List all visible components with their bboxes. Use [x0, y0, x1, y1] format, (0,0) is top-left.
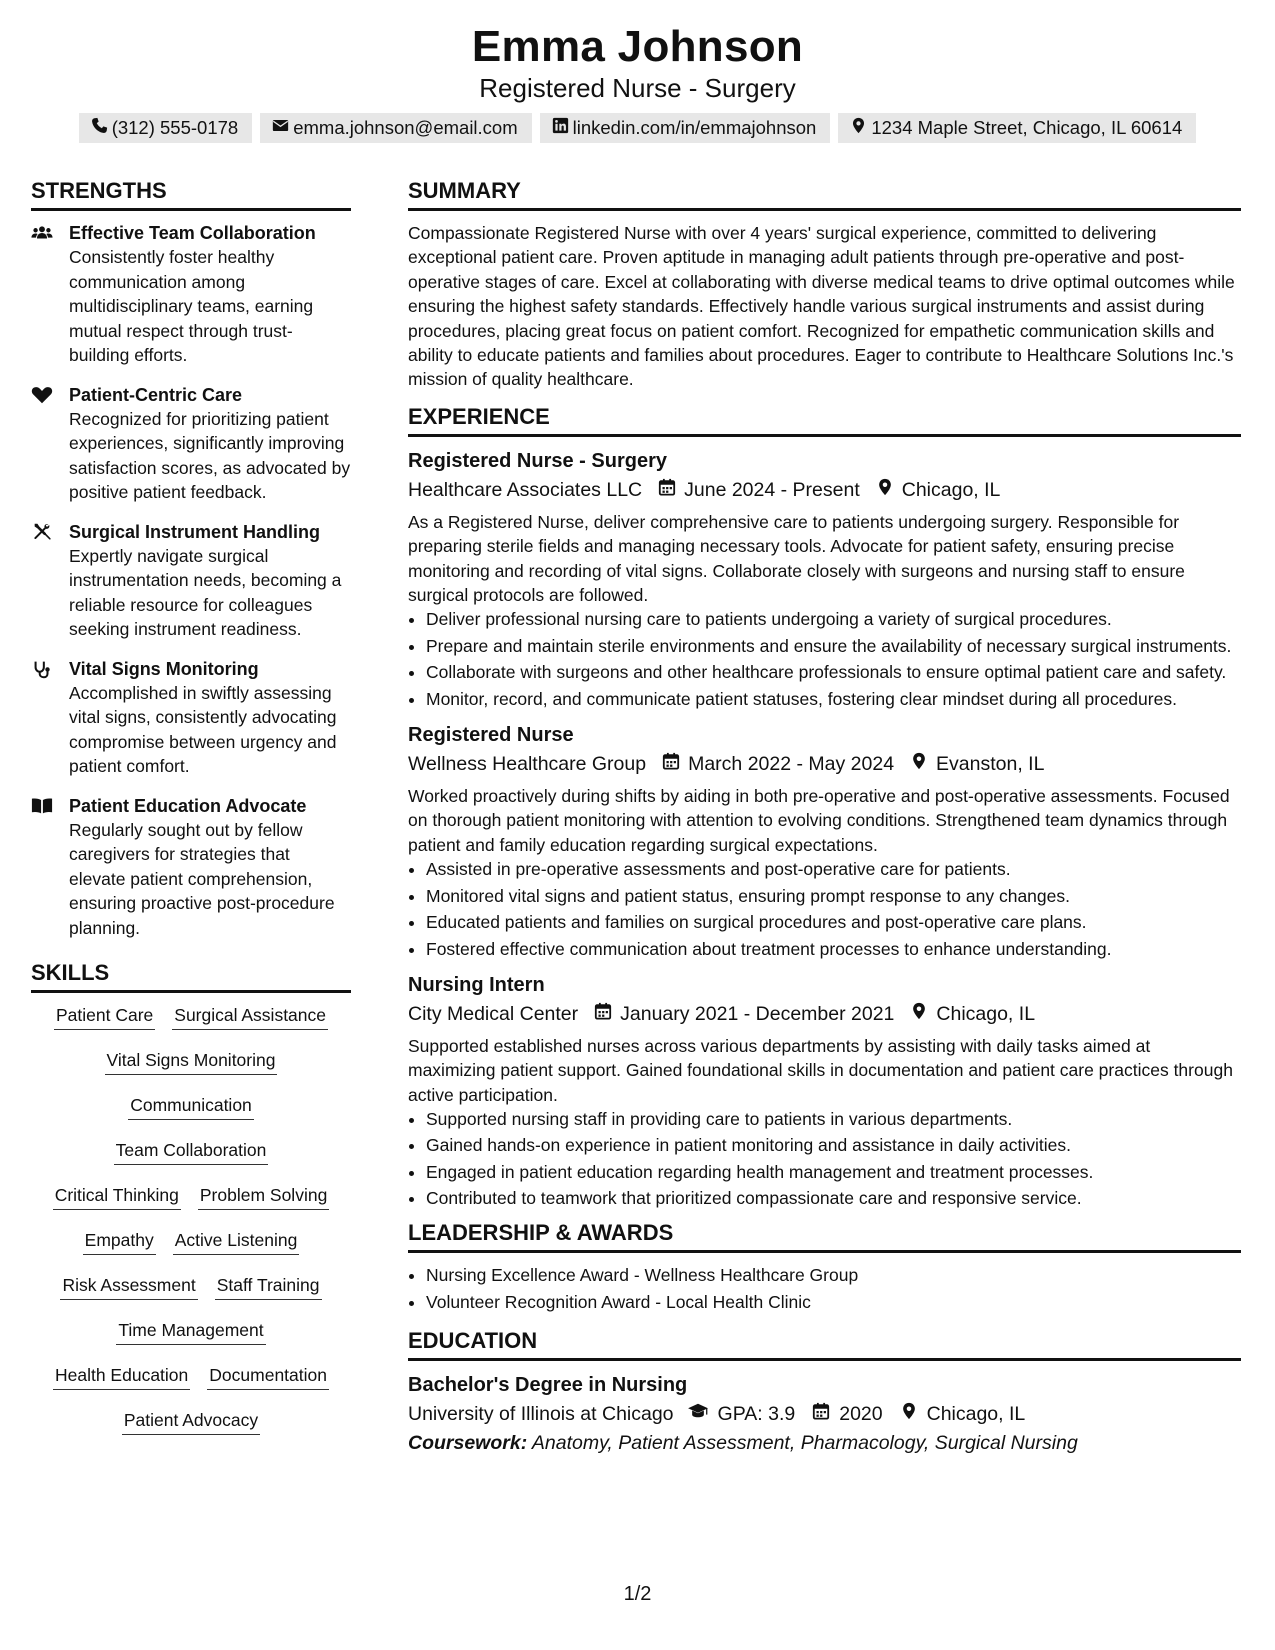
- education-meta: [408, 1399, 1241, 1429]
- strength-desc: Accomplished in swiftly assessing vital signs, consistently advocating compromise between urgency and patient comfort.: [69, 682, 337, 776]
- phone-icon: [91, 117, 108, 139]
- job-location: Chicago, IL: [936, 1002, 1036, 1025]
- candidate-name: Emma Johnson: [471, 22, 804, 71]
- list-item: • Assisted in pre-operative assessments and post-operative care for patients.: [426, 857, 1241, 881]
- linkedin-icon: [552, 117, 569, 139]
- summary-heading: SUMMARY: [408, 178, 1241, 211]
- graduation-cap-icon: [674, 1399, 718, 1429]
- job-entry: [408, 971, 1241, 1211]
- job-company: City Medical Center: [408, 1002, 579, 1025]
- strength-item: [31, 520, 351, 642]
- skills-heading: SKILLS: [31, 960, 351, 993]
- job-meta: [408, 475, 1241, 505]
- list-item: • Deliver professional nursing care to patients undergoing a variety of surgical procedures.: [426, 607, 1241, 631]
- contact-phone[interactable]: [79, 113, 253, 143]
- job-location: Evanston, IL: [936, 752, 1045, 775]
- list-item: • Monitored vital signs and patient status, ensuring prompt response to any changes.: [426, 884, 1241, 908]
- contact-bar: [0, 113, 1275, 143]
- skill-tag: Patient Advocacy: [122, 1408, 260, 1435]
- list-item: • Monitor, record, and communicate patient statuses, fostering clear mindset during all procedures.: [426, 687, 1241, 711]
- map-pin-icon: [894, 999, 936, 1029]
- skill-tag: Vital Signs Monitoring: [105, 1048, 278, 1075]
- list-item: • Nursing Excellence Award - Wellness Healthcare Group: [426, 1263, 1241, 1287]
- address-text: 1234 Maple Street, Chicago, IL 60614: [871, 117, 1183, 138]
- job-meta: [408, 749, 1241, 779]
- coursework-list: Anatomy, Patient Assessment, Pharmacology, Surgical Nursing: [531, 1431, 1078, 1454]
- team-icon: [31, 221, 69, 368]
- strength-item: [31, 221, 351, 368]
- job-company: Healthcare Associates LLC: [408, 478, 643, 501]
- job-dates: June 2024 - Present: [684, 478, 860, 501]
- job-title: Nursing Intern: [408, 973, 545, 996]
- calendar-icon: [642, 475, 684, 505]
- map-pin-icon: [883, 1399, 927, 1429]
- contact-linkedin[interactable]: [540, 113, 831, 143]
- job-company: Wellness Healthcare Group: [408, 752, 647, 775]
- strength-item: [31, 657, 351, 779]
- skills-list: [31, 1003, 351, 1453]
- map-pin-icon: [850, 117, 867, 139]
- skill-tag: Problem Solving: [198, 1183, 329, 1210]
- map-pin-icon: [894, 749, 936, 779]
- strength-title: Surgical Instrument Handling: [69, 521, 321, 542]
- strength-desc: Regularly sought out by fellow caregivers for strategies that elevate patient comprehension, ensuring proactive post-procedure planning.: [69, 819, 335, 938]
- list-item: • Educated patients and families on surgical procedures and post-operative care plans.: [426, 910, 1241, 934]
- job-entry: [408, 721, 1241, 961]
- skill-tag: Surgical Assistance: [172, 1003, 328, 1030]
- candidate-title: Registered Nurse - Surgery: [479, 73, 796, 103]
- left-column: [31, 178, 351, 1453]
- job-bullets: [408, 1107, 1241, 1211]
- phone-text: (312) 555-0178: [111, 117, 239, 138]
- envelope-icon: [272, 117, 289, 139]
- skill-tag: Critical Thinking: [53, 1183, 181, 1210]
- coursework-label: Coursework:: [408, 1431, 528, 1454]
- list-item: • Collaborate with surgeons and other healthcare professionals to ensure optimal patient care and safety.: [426, 660, 1241, 684]
- summary-text: Compassionate Registered Nurse with over 4 years' surgical experience, committed to delivering exceptional patient care. Proven aptitude in managing adult patients through pre-operative and post-operative stages of care. Excel at collaborating with diverse medical teams to drive optimal outcomes while ensuring the highest safety standards. Effectively handle various surgical instruments and assist during procedures, placing great focus on patient comfort. Recognized for empathetic communication skills and ability to educate patients and families about procedures. Eager to contribute to Healthcare Solutions Inc.'s mission of quality healthcare.: [408, 223, 1235, 390]
- job-title: Registered Nurse - Surgery: [408, 449, 667, 472]
- school-name: University of Illinois at Chicago: [408, 1402, 674, 1425]
- skill-tag: Health Education: [53, 1363, 190, 1390]
- awards-list: [408, 1263, 1241, 1314]
- skill-tag: Risk Assessment: [60, 1273, 197, 1300]
- list-item: • Fostered effective communication about treatment processes to enhance understanding.: [426, 937, 1241, 961]
- list-item: • Engaged in patient education regarding health management and treatment processes.: [426, 1160, 1241, 1184]
- calendar-icon: [646, 749, 688, 779]
- skill-tag: Documentation: [207, 1363, 329, 1390]
- book-icon: [31, 794, 69, 941]
- strength-title: Patient Education Advocate: [69, 795, 307, 816]
- list-item: • Prepare and maintain sterile environments and ensure the availability of necessary surgical instruments.: [426, 634, 1241, 658]
- calendar-icon: [578, 999, 620, 1029]
- skill-tag: Patient Care: [54, 1003, 155, 1030]
- awards-heading: LEADERSHIP & AWARDS: [408, 1220, 1241, 1253]
- strength-item: [31, 383, 351, 505]
- map-pin-icon: [860, 475, 902, 505]
- strength-title: Effective Team Collaboration: [69, 223, 316, 243]
- job-entry: [408, 447, 1241, 711]
- strength-desc: Consistently foster healthy communication among multidisciplinary teams, earning mutual respect through trust-building efforts.: [69, 247, 314, 365]
- list-item: • Contributed to teamwork that prioritized compassionate care and responsive service.: [426, 1186, 1241, 1210]
- experience-heading: EXPERIENCE: [408, 404, 1241, 437]
- graduation-year: 2020: [839, 1402, 883, 1425]
- contact-email[interactable]: [260, 113, 531, 143]
- list-item: • Supported nursing staff in providing care to patients in various departments.: [426, 1107, 1241, 1131]
- calendar-icon: [795, 1399, 839, 1429]
- education-heading: EDUCATION: [408, 1328, 1241, 1361]
- skill-tag: Active Listening: [173, 1228, 300, 1255]
- heart-icon: [31, 383, 69, 505]
- coursework: [408, 1429, 1241, 1457]
- job-title: Registered Nurse: [408, 723, 574, 746]
- school-location: Chicago, IL: [926, 1402, 1026, 1425]
- strength-desc: Expertly navigate surgical instrumentation needs, becoming a reliable resource for colleagues seeking instrument readiness.: [69, 545, 342, 639]
- strength-desc: Recognized for prioritizing patient experiences, significantly improving satisfaction scores, as advocated by positive patient feedback.: [69, 408, 351, 502]
- right-column: [408, 178, 1241, 1457]
- degree-title: Bachelor's Degree in Nursing: [408, 1373, 688, 1396]
- page-number: 1/2: [623, 1583, 652, 1605]
- strengths-heading: STRENGTHS: [31, 178, 351, 211]
- skill-tag: Staff Training: [215, 1273, 322, 1300]
- linkedin-text: linkedin.com/in/emmajohnson: [572, 117, 817, 138]
- skill-tag: Empathy: [83, 1228, 156, 1255]
- tools-icon: [31, 520, 69, 642]
- skill-tag: Communication: [128, 1093, 254, 1120]
- job-dates: January 2021 - December 2021: [620, 1002, 895, 1025]
- job-description: As a Registered Nurse, deliver comprehensive care to patients undergoing surgery. Responsible for preparing sterile fields and managing necessary tools. Advocate for patient safety, ensuring precise monitoring and recording of vital signs. Collaborate closely with surgeons and nursing staff to ensure surgical protocols are followed.: [408, 511, 1185, 606]
- job-bullets: [408, 857, 1241, 961]
- job-meta: [408, 999, 1241, 1029]
- strength-title: Patient-Centric Care: [69, 384, 243, 405]
- strength-title: Vital Signs Monitoring: [69, 658, 259, 679]
- skill-tag: Team Collaboration: [114, 1138, 269, 1165]
- contact-address: [838, 113, 1196, 143]
- job-location: Chicago, IL: [901, 478, 1001, 501]
- job-bullets: [408, 607, 1241, 711]
- skill-tag: Time Management: [116, 1318, 265, 1345]
- job-description: Supported established nurses across various departments by assisting with daily tasks aimed at maximizing patient support. Gained foundational skills in documentation and patient care practices through active participation.: [408, 1035, 1233, 1105]
- gpa: GPA: 3.9: [717, 1402, 796, 1425]
- job-dates: March 2022 - May 2024: [688, 752, 895, 775]
- email-text: emma.johnson@email.com: [293, 117, 518, 138]
- strength-item: [31, 794, 351, 941]
- list-item: • Volunteer Recognition Award - Local Health Clinic: [426, 1290, 1241, 1314]
- stethoscope-icon: [31, 657, 69, 779]
- list-item: • Gained hands-on experience in patient monitoring and assistance in daily activities.: [426, 1133, 1241, 1157]
- job-description: Worked proactively during shifts by aiding in both pre-operative and post-operative assessments. Focused on thorough patient monitoring with attention to evolving conditions. Strengthened team dynamics through patient and family education regarding surgical expectations.: [408, 785, 1230, 855]
